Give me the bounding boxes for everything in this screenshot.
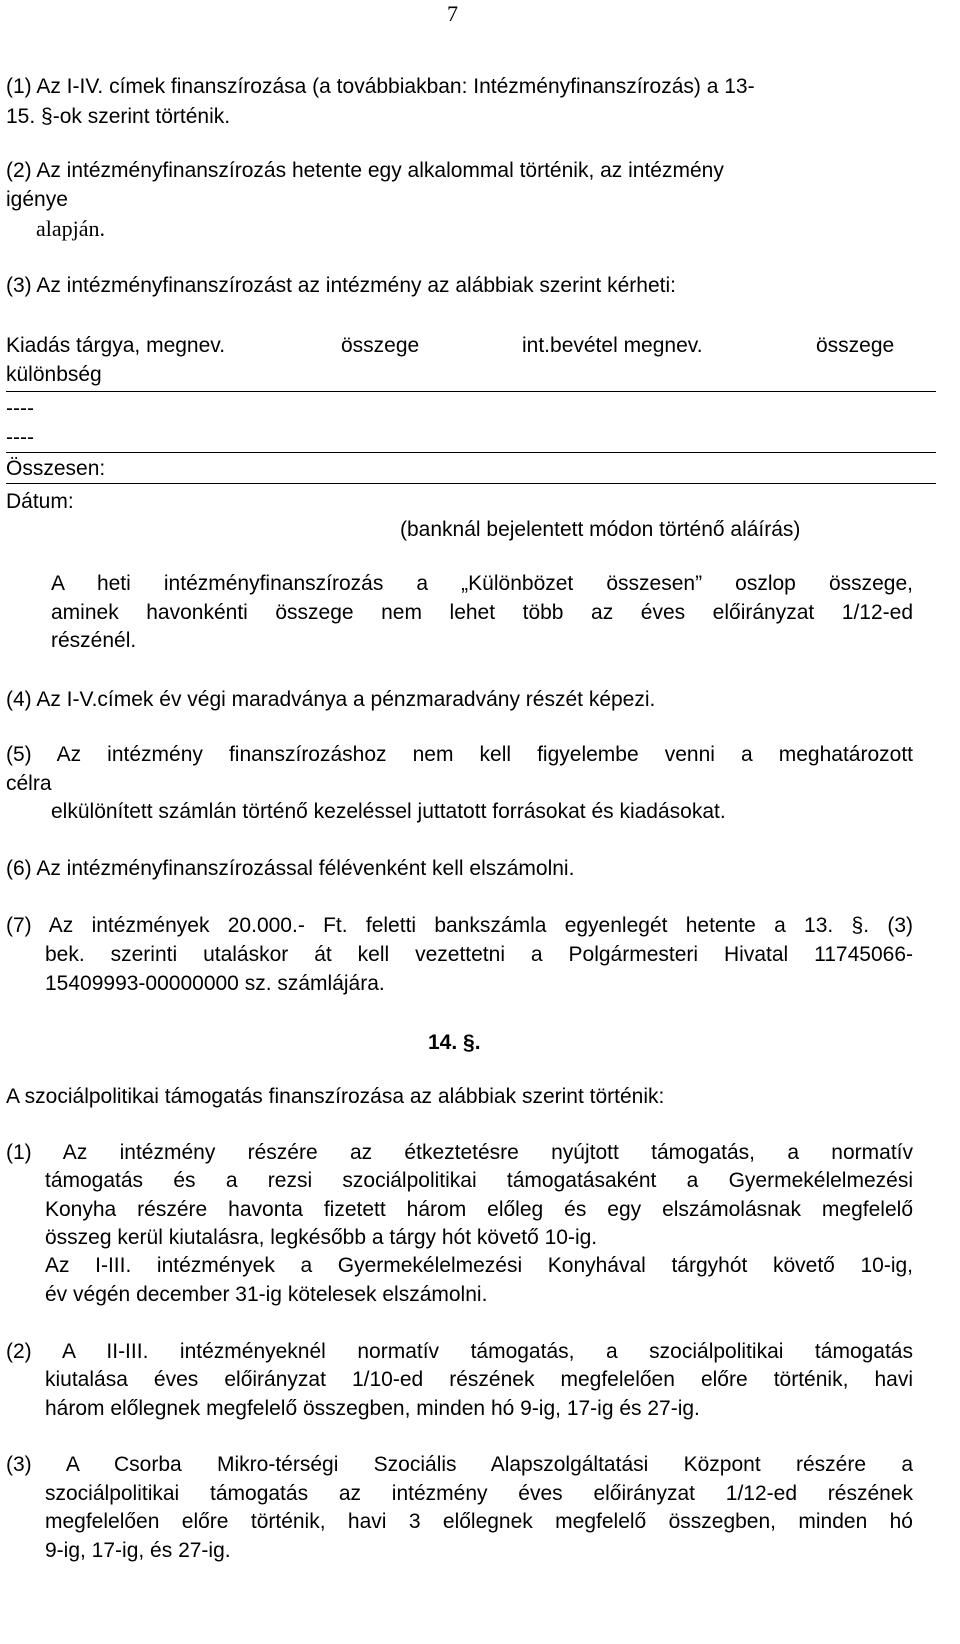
section13-p4: (4) Az I-V.címek év végi maradványa a pénzmaradvány részét képezi. [6,688,656,711]
form-dash-row-2: ---- [6,426,34,449]
section13-p5-line3: elkülönített számlán történő kezeléssel juttatott forrásokat és kiadásokat. [51,800,726,823]
form-col-income-name: int.bevétel megnev. [522,334,703,357]
weekly-note-line2: aminek havonkénti összege nem lehet több az éves előirányzat 1/12-ed [51,601,913,624]
form-col-difference: különbség [6,363,102,386]
form-signature-label: (banknál bejelentett módon történő aláírás) [400,518,801,541]
weekly-note-line3: részénél. [51,629,137,652]
section14-p1-line1: (1) Az intézmény részére az étkeztetésre nyújtott támogatás, a normatív [6,1141,913,1164]
section13-p1-line1: (1) Az I-IV. címek finanszírozása (a továbbiakban: Intézményfinanszírozás) a 13- [6,75,755,98]
section13-p5-line2: célra [6,772,52,795]
section14-p3-line3: megfelelően előre történik, havi 3 előlegnek megfelelő összegben, minden hó [45,1510,913,1533]
section13-p2-line2: igénye [6,188,68,211]
section13-p2-line1: (2) Az intézményfinanszírozás hetente egy alkalommal történik, az intézmény [6,159,724,182]
form-rule-header [6,391,936,392]
section13-p7-line3: 15409993-00000000 sz. számlájára. [45,972,385,995]
section14-p3-line2: szociálpolitikai támogatás az intézmény éves előirányzat 1/12-ed részének [45,1482,913,1505]
section14-p2-line1: (2) A II-III. intézményeknél normatív támogatás, a szociálpolitikai támogatás [6,1340,913,1363]
form-col-expense-amount: összege [341,334,420,357]
section14-p2-line3: három előlegnek megfelelő összegben, minden hó 9-ig, 17-ig és 27-ig. [45,1397,700,1420]
section14-p1-line5: Az I-III. intézmények a Gyermekélelmezési Konyhával tárgyhót követő 10-ig, [45,1254,913,1277]
section13-p2-line3: alapján. [36,216,106,241]
section13-p7-line1: (7) Az intézmények 20.000.- Ft. feletti bankszámla egyenlegét hetente a 13. §. (3) [6,914,913,937]
weekly-note-line1: A heti intézményfinanszírozás a „Különbözet összesen” oszlop összege, [51,572,913,595]
section14-p2-line2: kiutalása éves előirányzat 1/10-ed részének megfelelően előre történik, havi [45,1368,913,1391]
form-rule-rows [6,452,936,453]
section14-p1-line4: összeg kerül kiutalásra, legkésőbb a tárgy hót követő 10-ig. [45,1226,598,1249]
section13-p1-line2: 15. §-ok szerint történik. [6,105,231,128]
section14-p3-line4: 9-ig, 17-ig, és 27-ig. [45,1539,231,1562]
section13-p3: (3) Az intézményfinanszírozást az intézmény az alábbiak szerint kérheti: [6,274,676,297]
form-rule-total [6,483,936,484]
section14-p1-line2: támogatás és a rezsi szociálpolitikai támogatásaként a Gyermekélelmezési [45,1169,913,1192]
form-total-label: Összesen: [6,457,106,480]
section14-p3-line1: (3) A Csorba Mikro-térségi Szociális Alapszolgáltatási Központ részére a [6,1453,913,1476]
section13-p7-line2: bek. szerinti utaláskor át kell vezettetni a Polgármesteri Hivatal 11745066- [45,943,913,966]
page-number: 7 [447,1,458,26]
form-dash-row-1: ---- [6,397,34,420]
section14-intro: A szociálpolitikai támogatás finanszírozása az alábbiak szerint történik: [6,1085,665,1108]
section14-p1-line3: Konyha részére havonta fizetett három előleg és egy elszámolásnak megfelelő [45,1198,913,1221]
form-date-label: Dátum: [6,490,74,513]
form-col-income-amount: összege [816,334,895,357]
section14-heading: 14. §. [428,1031,481,1054]
section14-p1-line6: év végén december 31-ig kötelesek elszámolni. [45,1283,488,1306]
form-col-expense-name: Kiadás tárgya, megnev. [6,334,226,357]
section13-p5-line1: (5) Az intézmény finanszírozáshoz nem kell figyelembe venni a meghatározott [6,743,913,766]
section13-p6: (6) Az intézményfinanszírozással félévenként kell elszámolni. [6,857,575,880]
